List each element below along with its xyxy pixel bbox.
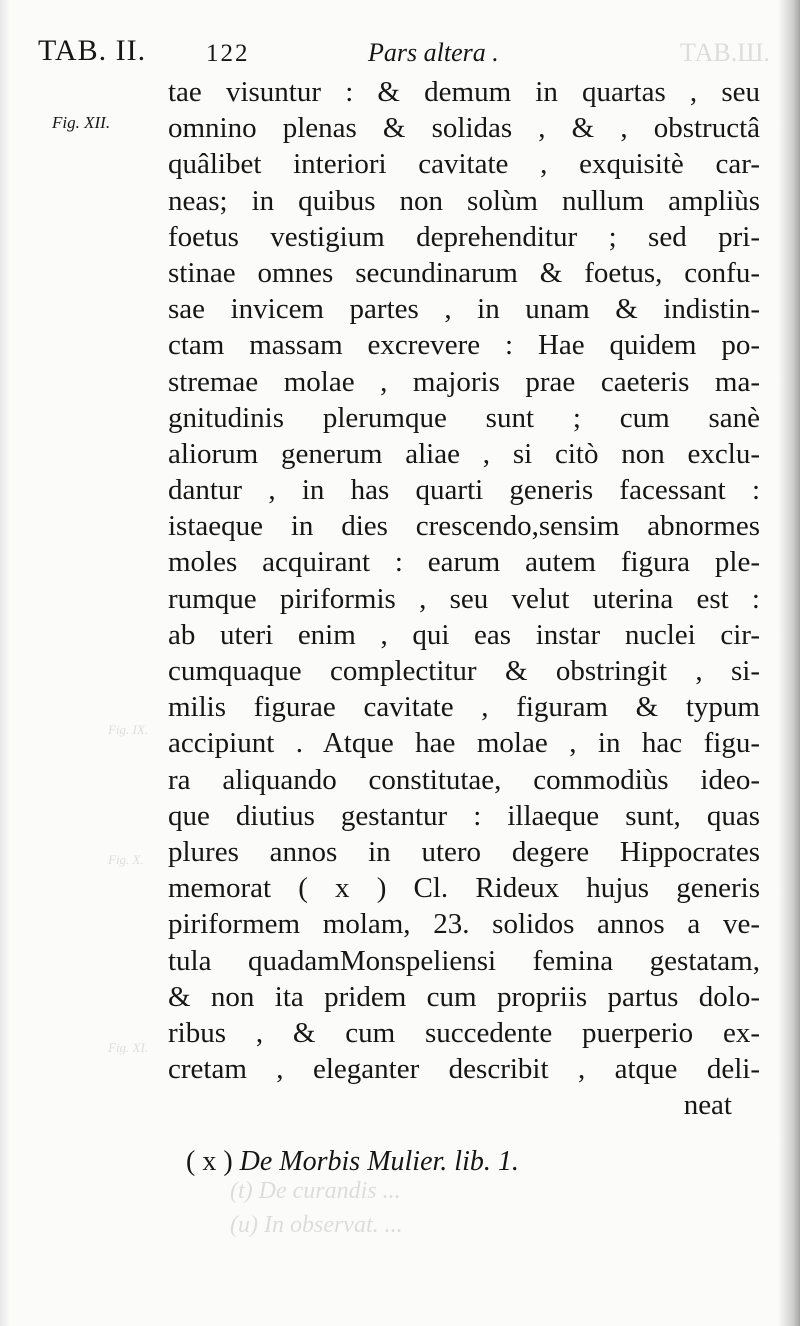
footnote [186, 1146, 519, 1178]
text-line: sae invicem partes , in unam & indistin- [168, 293, 760, 326]
body-text [168, 74, 760, 1123]
text-line: & non ita pridem cum propriis partus dolo- [168, 980, 760, 1013]
text-line: milis figurae cavitate , figuram & typum [168, 691, 760, 724]
running-head: Pars altera . [368, 38, 499, 67]
text-line: omnino plenas & solidas , & , obstructâ [168, 112, 760, 145]
text-line: neas; in quibus non solùm nullum ampliùs [168, 184, 760, 217]
text-line: foetus vestigium deprehenditur ; sed pri- [168, 220, 760, 253]
text-line: cretam , eleganter describit , atque deli- [168, 1053, 760, 1086]
footnote-marker: ( x ) [186, 1146, 233, 1177]
text-line: rumque piriformis , seu velut uterina est : [168, 582, 760, 615]
page-edge-shadow-right [778, 0, 800, 1326]
figure-margin-note: Fig. XII. [52, 113, 111, 132]
text-line: cumquaque complectitur & obstringit , si- [168, 655, 760, 687]
text-line: que diutius gestantur : illaeque sunt, quas [168, 799, 760, 832]
text-line: tae visuntur : & demum in quartas , seu [168, 76, 760, 108]
text-line: dantur , in has quarti generis facessant : [168, 474, 760, 507]
text-line: istaeque in dies crescendo,sensim abnormes [168, 510, 760, 543]
text-line: ctam massam excrevere : Hae quidem po- [168, 329, 760, 362]
text-line: stinae omnes secundinarum & foetus, confu- [168, 256, 760, 289]
text-line: aliorum generum aliae , si citò non exclu- [168, 437, 760, 470]
footnote-source: De Morbis Mulier. lib. 1. [239, 1146, 519, 1177]
text-line: plures annos in utero degere Hippocrates [168, 835, 760, 868]
page-header [38, 34, 758, 74]
text-line: stremae molae , majoris prae caeteris ma- [168, 365, 760, 398]
bleed-through-mark: Fig. IX. [108, 722, 149, 737]
bleed-through-mark: (u) In observat. ... [230, 1212, 403, 1238]
text-line: neat [683, 1089, 732, 1122]
text-line: piriformem molam, 23. solidos annos a ve- [168, 908, 760, 941]
bleed-through-mark: ТАВ.Ш. [680, 38, 770, 67]
bleed-through-mark: Fig. X. [108, 852, 144, 867]
text-line: gnitudinis plerumque sunt ; cum sanè [168, 401, 760, 434]
text-line: accipiunt . Atque hae molae , in hac figu- [168, 727, 760, 760]
text-line: ra aliquando constitutae, commodiùs ideo- [168, 763, 760, 796]
text-line: memorat ( x ) Cl. Rideux hujus generis [168, 872, 760, 905]
text-line: ab uteri enim , qui eas instar nuclei cir- [168, 618, 760, 651]
bleed-through-mark: (t) De curandis ... [230, 1178, 401, 1204]
text-line: tula quadamMonspeliensi femina gestatam, [168, 944, 760, 977]
text-line: quâlibet interiori cavitate , exquisitè car- [168, 148, 760, 181]
page-number: 122 [206, 40, 250, 67]
text-line: moles acquirant : earum autem figura ple- [168, 546, 760, 579]
text-line: ribus , & cum succedente puerperio ex- [168, 1016, 760, 1049]
bleed-through-mark: Fig. XI. [108, 1040, 149, 1055]
page-edge-shadow-left [0, 0, 10, 1326]
plate-label: TAB. II. [38, 34, 147, 67]
